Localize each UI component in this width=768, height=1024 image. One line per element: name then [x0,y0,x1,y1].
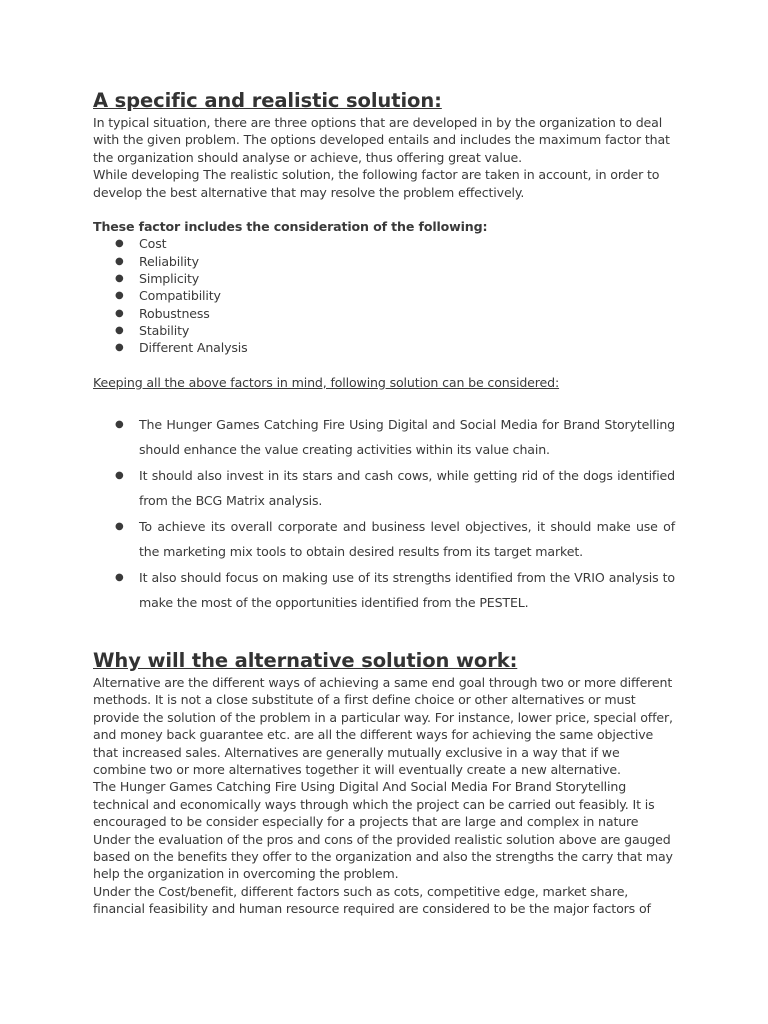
list-item-text: Cost [139,236,167,252]
bullet-icon: ● [115,324,124,336]
factors-intro: These factor includes the consideration of the following: [93,219,488,235]
list-item [93,305,675,322]
bullet-icon: ● [115,238,124,250]
paragraph: While developing The realistic solution, the following factor are taken in account, in order to develop the best alternative that may resolve the problem effectively. [93,167,660,200]
list-item [93,514,675,565]
list-item-text: Reliability [139,253,199,269]
list-item-text: Different Analysis [139,340,248,356]
bullet-icon: ● [115,469,124,481]
list-item [93,322,675,339]
factors-list [93,235,675,356]
list-item-text: It also should focus on making use of its strengths identified from the VRIO analysis to make the most of the opportunities identified from the PESTEL. [139,569,675,611]
paragraph: Under the Cost/benefit, different factors such as cots, competitive edge, market share, financial feasibility and human resource required are considered to be the major factors of [93,883,651,917]
list-item [93,253,675,270]
list-item-text: Stability [139,322,190,338]
bullet-icon: ● [115,307,124,319]
bullet-icon: ● [115,273,124,285]
paragraph: The Hunger Games Catching Fire Using Digital And Social Media For Brand Storytelling technical and economically ways through which the project can be carried out feasibly. It is encouraged to be consider especially for a projects that are large and complex in nature [93,779,655,830]
solutions-intro: Keeping all the above factors in mind, following solution can be considered: [93,374,560,390]
bullet-icon: ● [115,418,124,430]
list-item [93,565,675,616]
bullet-icon: ● [115,342,124,354]
bullet-icon: ● [115,255,124,267]
list-item-text: It should also invest in its stars and cash cows, while getting rid of the dogs identified from the BCG Matrix analysis. [139,467,675,509]
list-item [93,463,675,514]
paragraph: Alternative are the different ways of achieving a same end goal through two or more different methods. It is not a close substitute of a first define choice or other alternatives or must provide the solution of the problem in a particular way. For instance, lower price, special offer, and money back guarantee etc. are all the different ways for achieving the same objective that increased sales. Alternatives are generally mutually exclusive in a way that if we combine two or more alternatives together it will eventually create a new alternative. [93,674,673,777]
list-item [93,235,675,252]
solutions-list [93,412,675,616]
list-item-text: To achieve its overall corporate and business level objectives, it should make use of the marketing mix tools to obtain desired results from its target market. [139,518,675,560]
list-item [93,339,675,356]
section-heading-why-alternative: Why will the alternative solution work: [93,648,518,672]
list-item [93,287,675,304]
paragraph: In typical situation, there are three options that are developed in by the organization to deal with the given problem. The options developed entails and includes the maximum factor that the organization should analyse or achieve, thus offering great value. [93,115,670,165]
list-item-text: Simplicity [139,271,200,287]
list-item [93,412,675,463]
list-item-text: Robustness [139,305,210,321]
paragraph: Under the evaluation of the pros and cons of the provided realistic solution above are gauged based on the benefits they offer to the organization and also the strengths the carry that may help the organization in overcoming the problem. [93,831,673,882]
bullet-icon: ● [115,571,124,583]
list-item-text: The Hunger Games Catching Fire Using Digital and Social Media for Brand Storytelling should enhance the value creating activities within its value chain. [139,416,675,458]
document-page [93,88,675,918]
bullet-icon: ● [115,290,124,302]
list-item [93,270,675,287]
bullet-icon: ● [115,520,124,532]
list-item-text: Compatibility [139,288,221,304]
section-heading-realistic-solution: A specific and realistic solution: [93,89,442,112]
